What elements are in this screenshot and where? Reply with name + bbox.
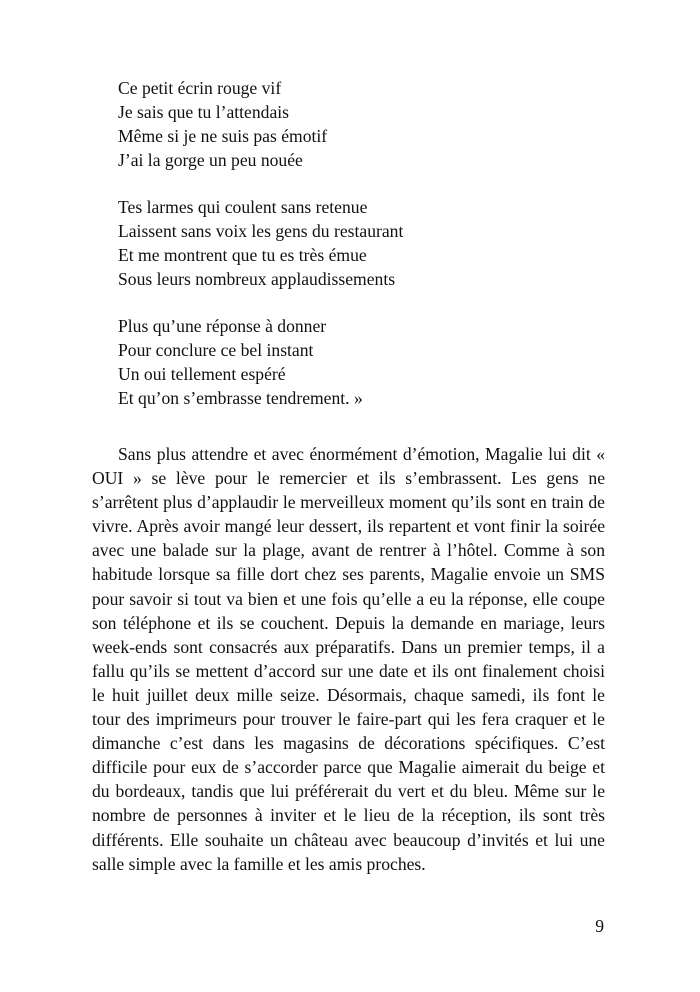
poem-line: Et me montrent que tu es très émue xyxy=(118,245,367,265)
poem-stanza xyxy=(118,76,598,172)
poem-line: Je sais que tu l’attendais xyxy=(118,102,290,122)
page-number: 9 xyxy=(595,916,604,936)
poem-line: Même si je ne suis pas émotif xyxy=(118,126,328,146)
poem xyxy=(118,76,598,433)
poem-line: Laissent sans voix les gens du restaurant xyxy=(118,221,404,241)
poem-line: Tes larmes qui coulent sans retenue xyxy=(118,197,368,217)
poem-stanza xyxy=(118,195,598,291)
poem-line: Plus qu’une réponse à donner xyxy=(118,316,327,336)
poem-line: J’ai la gorge un peu nouée xyxy=(118,150,303,170)
body-paragraph: Sans plus attendre et avec énormément d’émotion, Magalie lui dit « OUI » se lève pour le remercier et ils s’embrassent. Les gens ne s’arrêtent plus d’applaudir le merveilleux moment qu’ils sont en train de vivre. Après avoir mangé leur dessert, ils repartent et vont finir la soirée avec une balade sur la plage, avant de rentrer à l’hôtel. Comme à son habitude lorsque sa fille dort chez ses parents, Magalie envoie un SMS pour savoir si tout va bien et une fois qu’elle a eu la réponse, elle coupe son téléphone et ils se couchent. Depuis la demande en mariage, leurs week-ends sont consacrés aux préparatifs. Dans un premier temps, il a fallu qu’ils se mettent d’accord sur une date et ils ont finalement choisi le huit juillet deux mille seize. Désormais, chaque samedi, ils font le tour des imprimeurs pour trouver le faire-part qui les fera craquer et le dimanche c’est dans les magasins de décorations spécifiques. C’est difficile pour eux de s’accorder parce que Magalie aimerait du beige et du bordeaux, tandis que lui préférerait du vert et du bleu. Même sur le nombre de personnes à inviter et le lieu de la réception, ils sont très différents. Elle souhaite un château avec beaucoup d’invités et lui une salle simple avec la famille et les amis proches. xyxy=(92,444,605,874)
poem-line: Et qu’on s’embrasse tendrement. » xyxy=(118,388,363,408)
poem-line: Sous leurs nombreux applaudissements xyxy=(118,269,396,289)
poem-stanza xyxy=(118,314,598,410)
poem-line: Pour conclure ce bel instant xyxy=(118,340,314,360)
poem-line: Ce petit écrin rouge vif xyxy=(118,78,282,98)
poem-line: Un oui tellement espéré xyxy=(118,364,286,384)
